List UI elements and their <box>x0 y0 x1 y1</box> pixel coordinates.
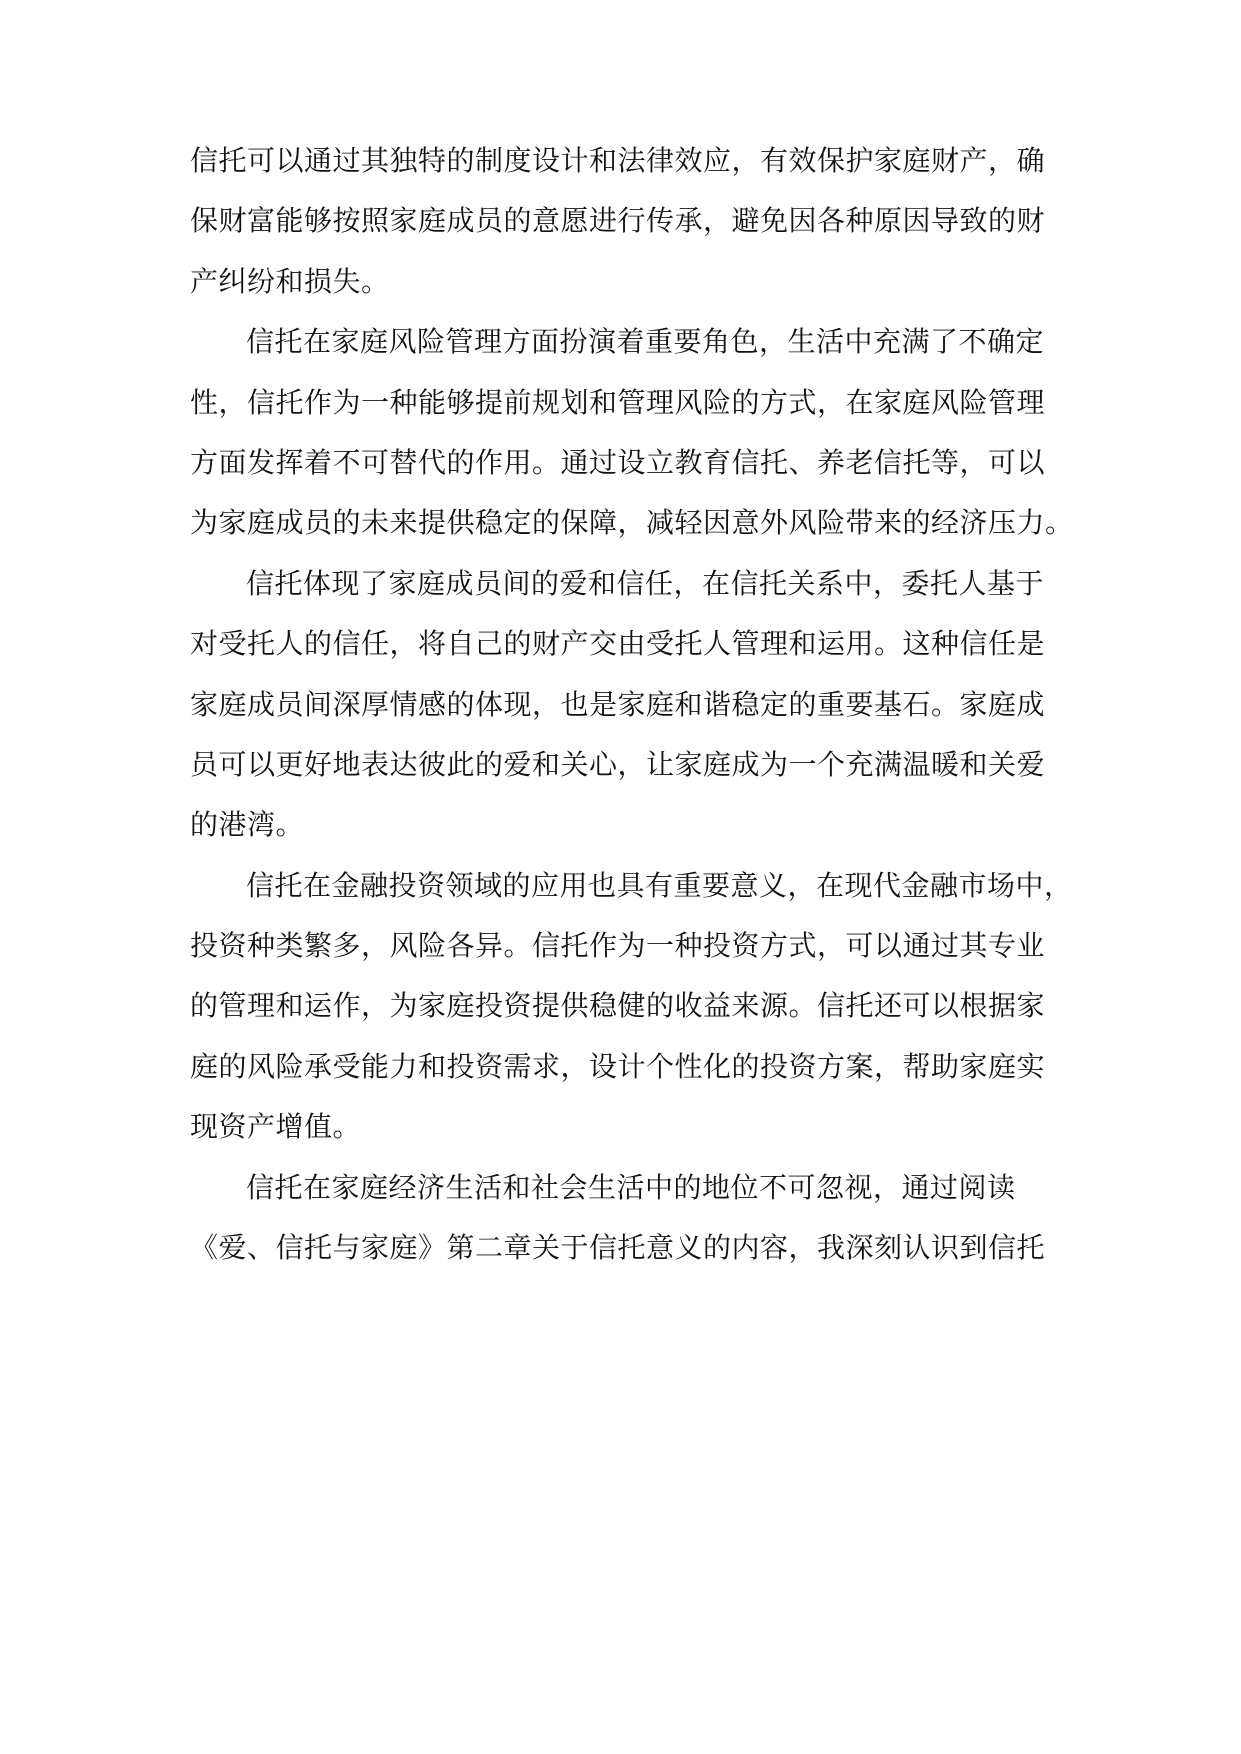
paragraph-4-line-5: 现资产增值。 <box>190 1110 362 1144</box>
paragraph-2-line-2: 性，信托作为一种能够提前规划和管理风险的方式，在家庭风险管理 <box>190 385 1046 419</box>
paragraph-3-line-1: 信托体现了家庭成员间的爱和信任，在信托关系中，委托人基于 <box>246 566 1045 600</box>
paragraph-1-line-2: 保财富能够按照家庭成员的意愿进行传承，避免因各种原因导致的财 <box>190 204 1046 238</box>
paragraph-2-line-4: 为家庭成员的未来提供稳定的保障，减轻因意外风险带来的经济压力。 <box>190 506 1074 540</box>
paragraph-4-line-4: 庭的风险承受能力和投资需求，设计个性化的投资方案，帮助家庭实 <box>190 1049 1046 1083</box>
paragraph-5-line-1: 信托在家庭经济生活和社会生活中的地位不可忽视，通过阅读 <box>246 1170 1016 1204</box>
paragraph-1-line-1: 信托可以通过其独特的制度设计和法律效应，有效保护家庭财产，确 <box>190 144 1046 177</box>
paragraph-3-line-4: 员可以更好地表达彼此的爱和关心，让家庭成为一个充满温暖和关爱 <box>190 747 1046 781</box>
paragraph-5-line-2: 《爱、信托与家庭》第二章关于信托意义的内容，我深刻认识到信托 <box>190 1231 1046 1265</box>
paragraph-3-line-2: 对受托人的信任，将自己的财产交由受托人管理和运用。这种信任是 <box>190 627 1046 661</box>
paragraph-4-line-2: 投资种类繁多，风险各异。信托作为一种投资方式，可以通过其专业 <box>190 929 1046 963</box>
paragraph-3-line-3: 家庭成员间深厚情感的体现，也是家庭和谐稳定的重要基石。家庭成 <box>190 687 1046 721</box>
paragraph-2-line-3: 方面发挥着不可替代的作用。通过设立教育信托、养老信托等，可以 <box>190 445 1046 479</box>
body-text <box>190 144 1074 1293</box>
paragraph-3-line-5: 的港湾。 <box>190 808 305 842</box>
paragraph-2-line-1: 信托在家庭风险管理方面扮演着重要角色，生活中充满了不确定 <box>246 325 1045 359</box>
paragraph-1-line-3: 产纠纷和损失。 <box>190 264 390 298</box>
paragraph-4-line-3: 的管理和运作，为家庭投资提供稳健的收益来源。信托还可以根据家 <box>190 989 1046 1023</box>
paragraph-4-line-1: 信托在金融投资领域的应用也具有重要意义，在现代金融市场中， <box>246 868 1073 902</box>
